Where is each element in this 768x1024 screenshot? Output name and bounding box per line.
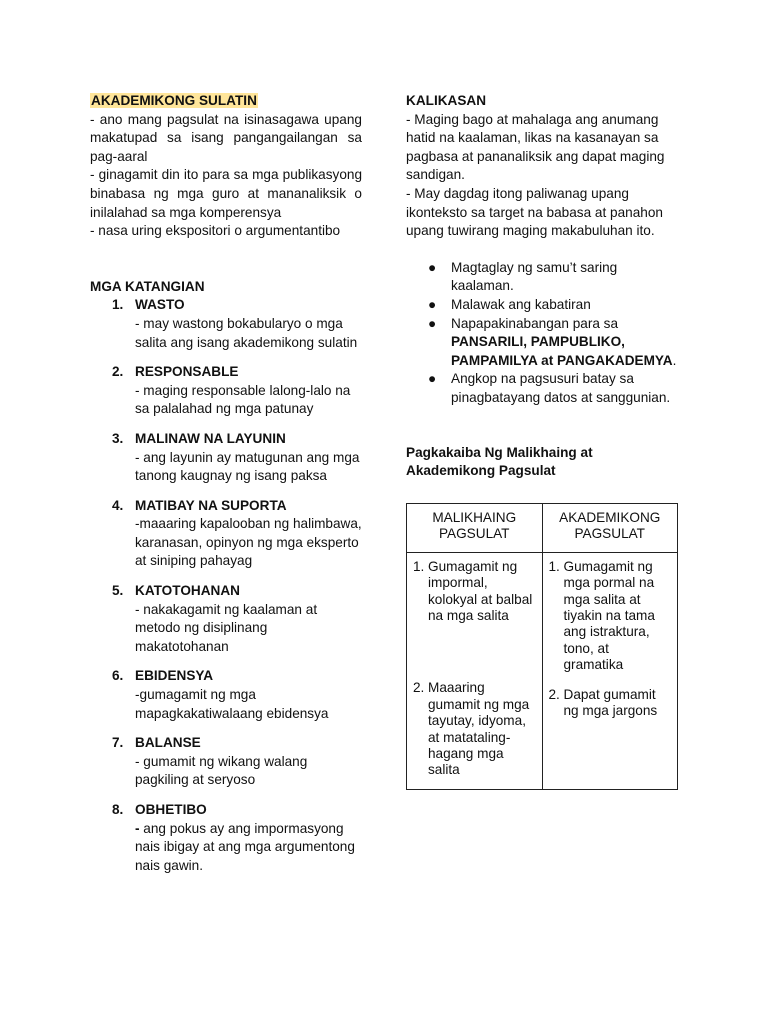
item-number: 2.	[413, 680, 425, 696]
katangian-item-katotohanan	[90, 582, 362, 656]
akademikong-sulatin-title: AKADEMIKONG SULATIN	[91, 93, 257, 108]
item-description: - maging responsable lalong-lalo na sa palalahad ng mga patunay	[135, 382, 351, 417]
item-description: - nakakagamit ng kaalaman at metodo ng disiplinang makatotohanan	[135, 601, 318, 654]
item-title: OBHETIBO	[135, 802, 207, 817]
header-malikhaing: MALIKHAING PAGSULAT	[407, 503, 543, 552]
list-item	[549, 687, 672, 720]
kalikasan-title: KALIKASAN	[406, 93, 487, 108]
item-number: 6.	[112, 668, 124, 684]
item-number: 1.	[112, 297, 124, 313]
item-title: WASTO	[135, 297, 185, 313]
bullet-item	[406, 296, 678, 315]
item-text: Gumagamit ng mga pormal na mga salita at tiyakin na tama ang istraktura, tono, at gramatika	[563, 558, 655, 673]
bullet-item	[406, 259, 678, 296]
akademikong-cell	[542, 552, 678, 789]
bullet-item	[406, 370, 678, 407]
item-description-text: ang pokus ay ang impormasyong nais ibigay at ang mga argumentong nais gawin.	[135, 820, 355, 873]
item-description: - ang layunin ay matugunan ang mga tanong kaugnay ng isang paksa	[135, 449, 360, 484]
akademikong-sulatin-section	[90, 92, 362, 241]
bullet-icon: ●	[428, 315, 437, 331]
list-item	[549, 559, 672, 674]
katangian-item-matibay	[90, 497, 362, 571]
item-description-dash: -	[135, 820, 140, 836]
kalikasan-paragraph-1: - Maging bago at mahalaga ang anumang hatid na kaalaman, likas na kasanayan sa pagbasa at pananaliksik ang dapat maging sandigan.	[406, 111, 665, 183]
katangian-list	[90, 296, 362, 875]
bullet-text: Malawak ang kabatiran	[451, 296, 591, 312]
bullet-text: Napapakinabangan para sa	[451, 315, 619, 331]
bullet-text: Magtaglay ng samu’t saring kaalaman.	[451, 259, 618, 294]
list-item	[413, 680, 536, 778]
item-description: -maaaring kapalooban ng halimbawa, karanasan, opinyon ng mga eksperto at siniping pahayag	[135, 516, 362, 569]
left-column	[90, 92, 362, 886]
item-description: - may wastong bokabularyo o mga salita ang isang akademikong sulatin	[135, 315, 358, 350]
item-title: EBIDENSYA	[135, 668, 214, 684]
comparison-heading: Pagkakaiba Ng Malikhaing at Akademikong Pagsulat	[406, 444, 593, 479]
bullet-text-end: .	[672, 352, 677, 368]
definition-paragraph-1: - ano mang pagsulat na isinasagawa upang makatupad sa isang pangangailangan sa pag-aaral	[90, 111, 362, 164]
header-akademikong: AKADEMIKONG PAGSULAT	[542, 503, 678, 552]
katangian-item-wasto	[90, 296, 362, 352]
katangian-item-balanse	[90, 734, 362, 790]
katangian-item-responsable	[90, 363, 362, 419]
bullet-icon: ●	[428, 371, 437, 387]
malikhaing-cell	[407, 552, 543, 789]
katangian-item-ebidensya	[90, 667, 362, 723]
bullet-text: Angkop na pagsusuri batay sa pinagbatayang datos at sanggunian.	[451, 371, 671, 405]
item-title: KATOTOHANAN	[135, 583, 240, 599]
bullet-bold-text: PANSARILI, PAMPUBLIKO, PAMPAMILYA at PANGAKADEMYA	[451, 334, 673, 368]
item-number: 3.	[112, 430, 124, 446]
item-number: 7.	[112, 735, 124, 751]
table-header-row	[407, 503, 678, 552]
item-number: 8.	[112, 802, 124, 817]
item-number: 2.	[112, 364, 124, 380]
right-column	[406, 92, 678, 790]
item-description	[135, 820, 362, 876]
item-number: 1.	[548, 558, 560, 574]
katangian-heading: MGA KATANGIAN	[90, 278, 205, 294]
list-item	[413, 559, 536, 625]
kalikasan-paragraph-2: - May dagdag itong paliwanag upang ikonteksto sa target na babasa at panahon upang tuwirang maging makabuluhan ito.	[406, 185, 663, 239]
bullet-item	[406, 315, 678, 371]
item-description: -gumagamit ng mga mapagkakatiwalaang ebidensya	[135, 687, 329, 721]
comparison-table	[406, 503, 678, 790]
item-number: 4.	[112, 497, 124, 513]
item-text: Dapat gumamit ng mga jargons	[563, 686, 658, 718]
item-title: MALINAW NA LAYUNIN	[135, 430, 286, 446]
kalikasan-bullet-list	[406, 259, 678, 408]
item-title: MATIBAY NA SUPORTA	[135, 497, 287, 513]
definition-paragraph-3: - nasa uring ekspositori o argumentantibo	[90, 223, 341, 239]
item-number: 5.	[112, 583, 124, 599]
katangian-item-malinaw	[90, 430, 362, 486]
item-title: BALANSE	[135, 735, 201, 751]
definition-paragraph-2: - ginagamit din ito para sa mga publikasyong binabasa ng mga guro at mananaliksik o inilalahad sa mga komperensya	[90, 167, 362, 220]
item-text: Maaaring gumamit ng mga tayutay, idyoma, at matataling-hagang mga salita	[428, 680, 530, 778]
item-number: 1.	[413, 558, 425, 574]
table-row	[407, 552, 678, 789]
item-text: Gumagamit ng impormal, kolokyal at balbal na mga salita	[428, 558, 533, 623]
katangian-item-obhetibo	[90, 801, 362, 875]
bullet-icon: ●	[428, 296, 437, 312]
item-title: RESPONSABLE	[135, 364, 239, 380]
item-number: 2.	[548, 686, 560, 702]
bullet-icon: ●	[428, 259, 437, 275]
item-description: - gumamit ng wikang walang pagkiling at seryoso	[135, 753, 308, 788]
